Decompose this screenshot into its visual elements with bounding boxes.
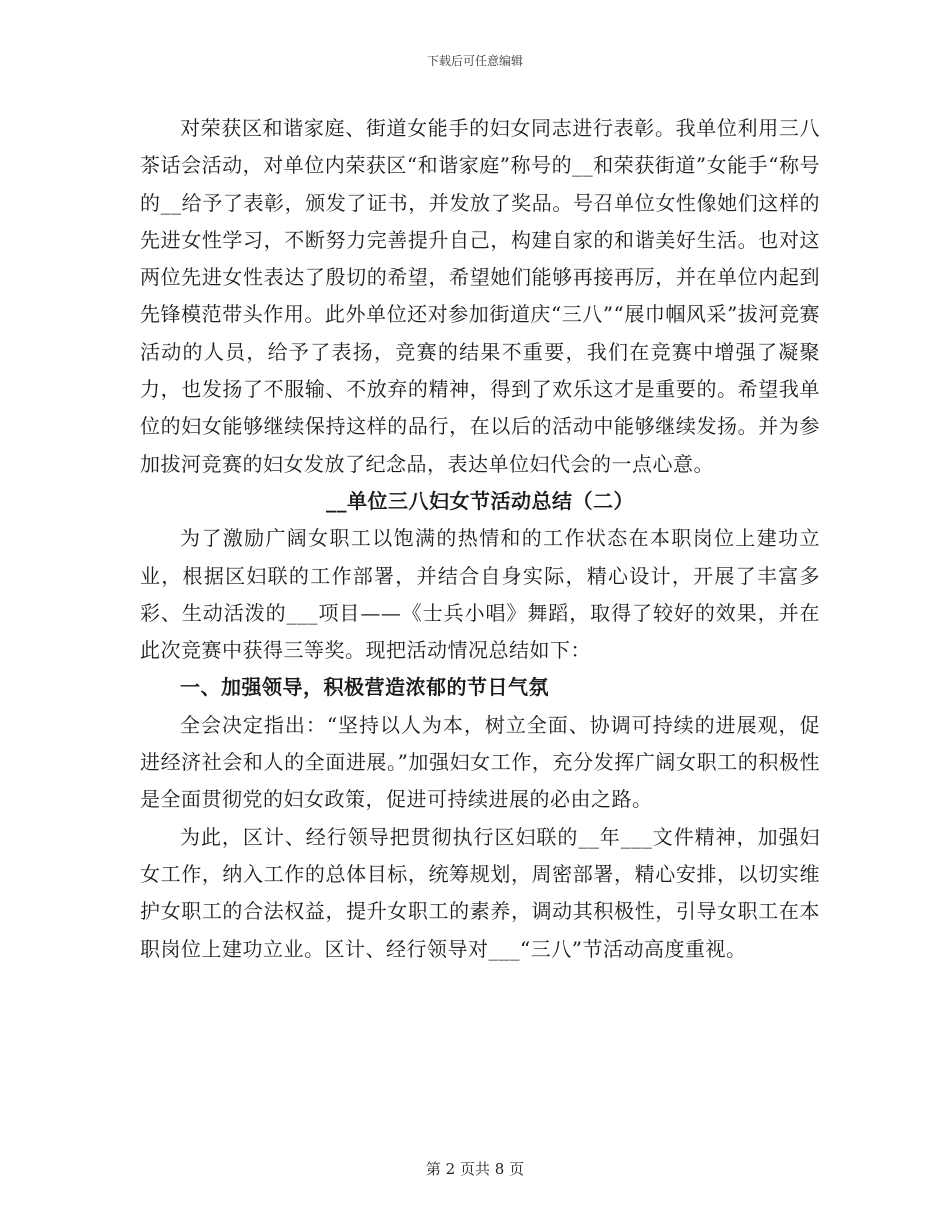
- section-title: __单位三八妇女节活动总结（二）: [326, 488, 634, 513]
- document-body: [140, 110, 820, 968]
- page-footer: 第 2 页共 8 页: [425, 1160, 525, 1178]
- section-heading-1: 一、加强领导，积极营造浓郁的节日气氛: [180, 675, 549, 700]
- paragraph-commendation: 对荣获区和谐家庭、街道女能手的妇女同志进行表彰。我单位利用三八茶话会活动，对单位内荣获区“和谐家庭”称号的__和荣获街道”女能手“称号的__给予了表彰，颁发了证书，并发放了奖品。号召单位女性像她们这样的先进女性学习，不断努力完善提升自己，构建自家的和谐美好生活。也对这两位先进女性表达了殷切的希望，希望她们能够再接再厉，并在单位内起到先锋模范带头作用。此外单位还对参加街道庆“三八”“展巾帼风采”拔河竞赛活动的人员，给予了表扬，竞赛的结果不重要，我们在竞赛中增强了凝聚力，也发扬了不服输、不放弃的精神，得到了欢乐这才是重要的。希望我单位的妇女能够继续保持这样的品行，在以后的活动中能够继续发扬。并为参加拔河竞赛的妇女发放了纪念品，表达单位妇代会的一点心意。: [140, 116, 820, 476]
- paragraph-intro: 为了激励广阔女职工以饱满的热情和的工作状态在本职岗位上建功立业，根据区妇联的工作部署，并结合自身实际，精心设计，开展了丰富多彩、生动活泼的___项目——《士兵小唱》舞蹈，取得了较好的效果，并在此次竞赛中获得三等奖。现把活动情况总结如下：: [140, 526, 820, 663]
- page-header: 下载后可任意编辑: [426, 54, 523, 68]
- paragraph-leadership: 为此，区计、经行领导把贯彻执行区妇联的__年___文件精神，加强妇女工作，纳入工作的总体目标，统筹规划，周密部署，精心安排，以切实维护女职工的合法权益，提升女职工的素养，调动其积极性，引导女职工在本职岗位上建功立业。区计、经行领导对___“三八”节活动高度重视。: [140, 824, 820, 961]
- paragraph-plenary: 全会决定指出：“坚持以人为本，树立全面、协调可持续的进展观，促进经济社会和人的全面进展。”加强妇女工作，充分发挥广阔女职工的积极性是全面贯彻党的妇女政策，促进可持续进展的必由之路。: [140, 712, 820, 812]
